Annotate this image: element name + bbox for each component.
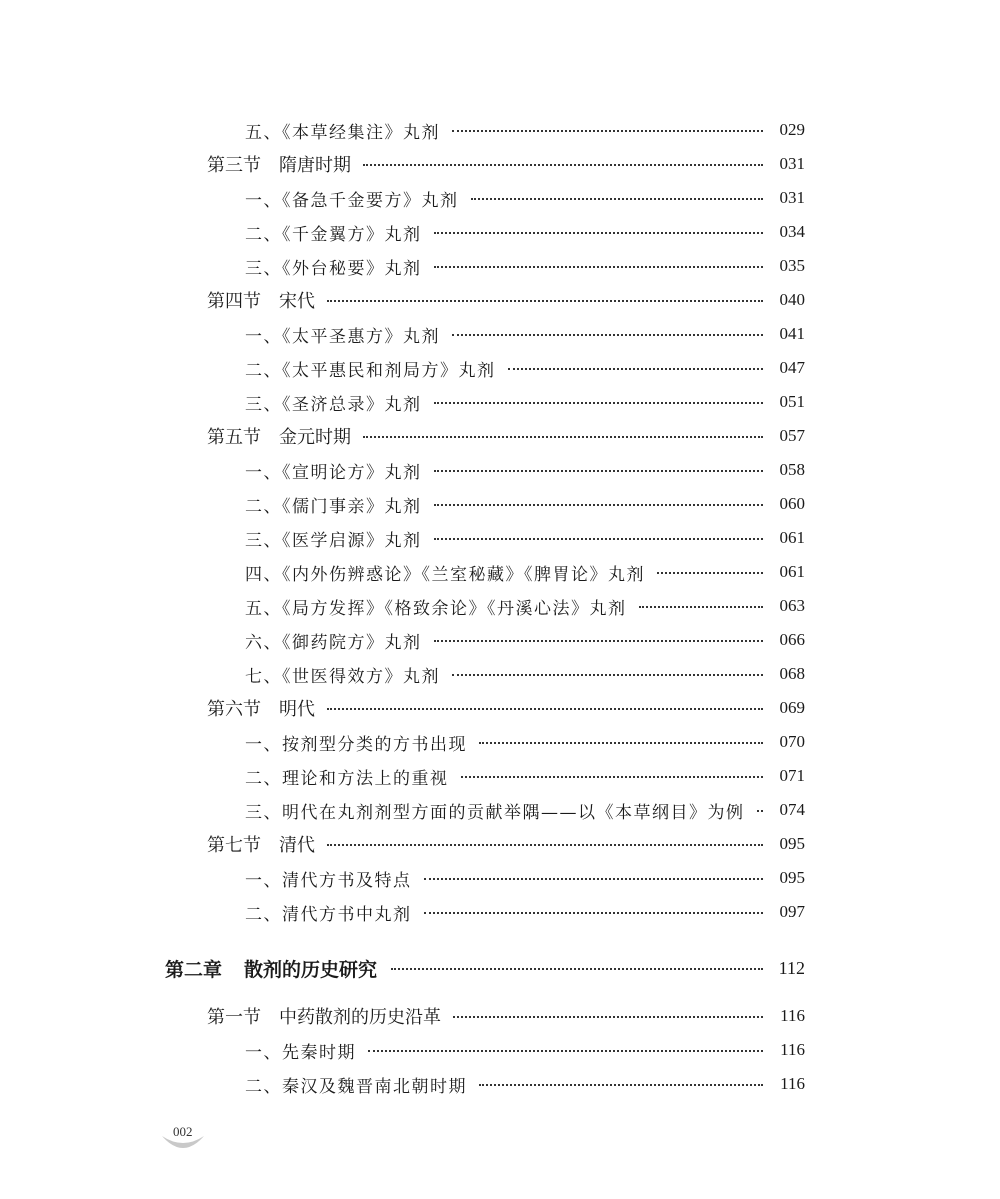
- toc-entry-label: [207, 1003, 441, 1029]
- toc-entry-label: [207, 287, 315, 313]
- toc-subsection-entry: [245, 793, 805, 827]
- dot-leader: [479, 742, 763, 744]
- toc-page-number: 061: [779, 562, 805, 581]
- dot-leader: [471, 198, 764, 200]
- toc-subsection-entry: [245, 249, 805, 283]
- toc-subsection-entry: [245, 895, 805, 929]
- toc-page-number: 070: [779, 732, 805, 751]
- section-title: 隋唐时期: [279, 155, 351, 175]
- toc-entry-label: 二、秦汉及魏晋南北朝时期: [245, 1076, 467, 1097]
- dot-leader: [434, 504, 764, 506]
- toc-subsection-entry: [245, 1067, 805, 1101]
- section-number: 第一节: [207, 1007, 261, 1027]
- toc-entry-label: 二、《太平惠民和剂局方》丸剂: [245, 360, 496, 381]
- toc-entry-label: [207, 151, 351, 177]
- toc-page-number: 095: [779, 868, 805, 887]
- toc-subsection-entry: [245, 181, 805, 215]
- section-title: 清代: [279, 835, 315, 855]
- dot-leader: [757, 810, 764, 812]
- toc-section-entry: [207, 419, 805, 453]
- toc-entry-label: [207, 423, 351, 449]
- dot-leader: [368, 1050, 763, 1052]
- dot-leader: [452, 674, 763, 676]
- toc-entry-label: 四、《内外伤辨惑论》《兰室秘藏》《脾胃论》丸剂: [245, 564, 645, 585]
- toc-page-number: 074: [779, 800, 805, 819]
- toc-page-number: 116: [780, 1074, 805, 1093]
- toc-page-number: 031: [779, 154, 805, 173]
- toc-subsection-entry: [245, 487, 805, 521]
- toc-entry-label: [165, 955, 377, 982]
- dot-leader: [479, 1084, 763, 1086]
- toc-subsection-entry: [245, 555, 805, 589]
- toc-entry-label: 一、《宣明论方》丸剂: [245, 462, 422, 483]
- toc-page-number: 112: [778, 957, 805, 978]
- toc-subsection-entry: [245, 317, 805, 351]
- toc-page-number: 041: [779, 324, 805, 343]
- section-number: 第七节: [207, 835, 261, 855]
- toc-subsection-entry: [245, 1033, 805, 1067]
- dot-leader: [434, 232, 764, 234]
- toc-subsection-entry: [245, 113, 805, 147]
- toc-page-number: 071: [779, 766, 805, 785]
- toc-page-number: 116: [780, 1006, 805, 1025]
- toc-entry-label: 二、《儒门事亲》丸剂: [245, 496, 422, 517]
- dot-leader: [452, 130, 763, 132]
- toc-page-number: 061: [779, 528, 805, 547]
- toc-entry-label: 二、理论和方法上的重视: [245, 768, 449, 789]
- toc-entry-label: 一、清代方书及特点: [245, 870, 412, 891]
- section-number: 第六节: [207, 699, 261, 719]
- page-footer: [160, 1118, 206, 1158]
- dot-leader: [434, 470, 764, 472]
- dot-leader: [434, 402, 764, 404]
- toc-subsection-entry: [245, 385, 805, 419]
- toc-entry-label: 五、《本草经集注》丸剂: [245, 122, 440, 143]
- toc-entry-label: 六、《御药院方》丸剂: [245, 632, 422, 653]
- toc-entry-label: 三、《圣济总录》丸剂: [245, 394, 422, 415]
- toc-page-number: 051: [779, 392, 805, 411]
- toc-page-number: 060: [779, 494, 805, 513]
- toc-subsection-entry: [245, 623, 805, 657]
- section-number: 第四节: [207, 291, 261, 311]
- toc-entry-label: [207, 695, 315, 721]
- dot-leader: [363, 164, 763, 166]
- dot-leader: [327, 708, 763, 710]
- dot-leader: [327, 300, 763, 302]
- section-number: 第五节: [207, 427, 261, 447]
- toc-subsection-entry: [245, 453, 805, 487]
- toc-subsection-entry: [245, 351, 805, 385]
- dot-leader: [453, 1016, 763, 1018]
- toc-page-number: 035: [779, 256, 805, 275]
- dot-leader: [639, 606, 764, 608]
- dot-leader: [327, 844, 763, 846]
- dot-leader: [657, 572, 763, 574]
- toc-page-number: 116: [780, 1040, 805, 1059]
- toc-section-entry: [207, 691, 805, 725]
- chapter-number: 第二章: [165, 958, 223, 981]
- dot-leader: [424, 878, 764, 880]
- toc-entry-label: 一、按剂型分类的方书出现: [245, 734, 467, 755]
- page-number: 002: [173, 1124, 193, 1139]
- toc-section-entry: [207, 283, 805, 317]
- toc-page-number: 034: [779, 222, 805, 241]
- toc-entry-label: 一、《备急千金要方》丸剂: [245, 190, 459, 211]
- toc-page-number: 097: [779, 902, 805, 921]
- dot-leader: [424, 912, 764, 914]
- toc-subsection-entry: [245, 657, 805, 691]
- dot-leader: [461, 776, 764, 778]
- toc-entry-label: 一、《太平圣惠方》丸剂: [245, 326, 440, 347]
- toc-section-entry: [207, 147, 805, 181]
- toc-entry-label: 三、明代在丸剂剂型方面的贡献举隅——以《本草纲目》为例: [245, 802, 745, 823]
- toc-page-number: 029: [779, 120, 805, 139]
- section-number: 第三节: [207, 155, 261, 175]
- section-title: 中药散剂的历史沿革: [279, 1007, 441, 1027]
- toc-page-number: 057: [779, 426, 805, 445]
- dot-leader: [508, 368, 764, 370]
- toc-subsection-entry: [245, 589, 805, 623]
- toc-subsection-entry: [245, 521, 805, 555]
- dot-leader: [452, 334, 763, 336]
- toc-entry-label: 一、先秦时期: [245, 1042, 356, 1063]
- section-title: 宋代: [279, 291, 315, 311]
- toc-page-number: 066: [779, 630, 805, 649]
- section-title: 明代: [279, 699, 315, 719]
- toc-page-number: 095: [779, 834, 805, 853]
- toc-page-number: 068: [779, 664, 805, 683]
- toc-entry-label: [207, 831, 315, 857]
- toc-entry-label: 七、《世医得效方》丸剂: [245, 666, 440, 687]
- toc-page-number: 047: [779, 358, 805, 377]
- toc-entry-label: 二、《千金翼方》丸剂: [245, 224, 422, 245]
- toc-page-number: 031: [779, 188, 805, 207]
- dot-leader: [434, 640, 764, 642]
- toc-entry-label: 三、《外台秘要》丸剂: [245, 258, 422, 279]
- toc-page-number: 058: [779, 460, 805, 479]
- dot-leader: [363, 436, 763, 438]
- dot-leader: [391, 968, 763, 970]
- toc-chapter-entry: [165, 950, 805, 986]
- toc-section-entry: [207, 999, 805, 1033]
- toc-entry-label: 二、清代方书中丸剂: [245, 904, 412, 925]
- toc-subsection-entry: [245, 861, 805, 895]
- toc-page-number: 040: [779, 290, 805, 309]
- section-title: 金元时期: [279, 427, 351, 447]
- toc-entry-label: 五、《局方发挥》《格致余论》《丹溪心法》丸剂: [245, 598, 627, 619]
- toc-subsection-entry: [245, 215, 805, 249]
- dot-leader: [434, 538, 764, 540]
- toc-page-number: 069: [779, 698, 805, 717]
- dot-leader: [434, 266, 764, 268]
- toc-page-number: 063: [779, 596, 805, 615]
- chapter-title: 散剂的历史研究: [244, 958, 378, 981]
- toc-subsection-entry: [245, 725, 805, 759]
- toc-entry-label: 三、《医学启源》丸剂: [245, 530, 422, 551]
- toc-subsection-entry: [245, 759, 805, 793]
- toc-section-entry: [207, 827, 805, 861]
